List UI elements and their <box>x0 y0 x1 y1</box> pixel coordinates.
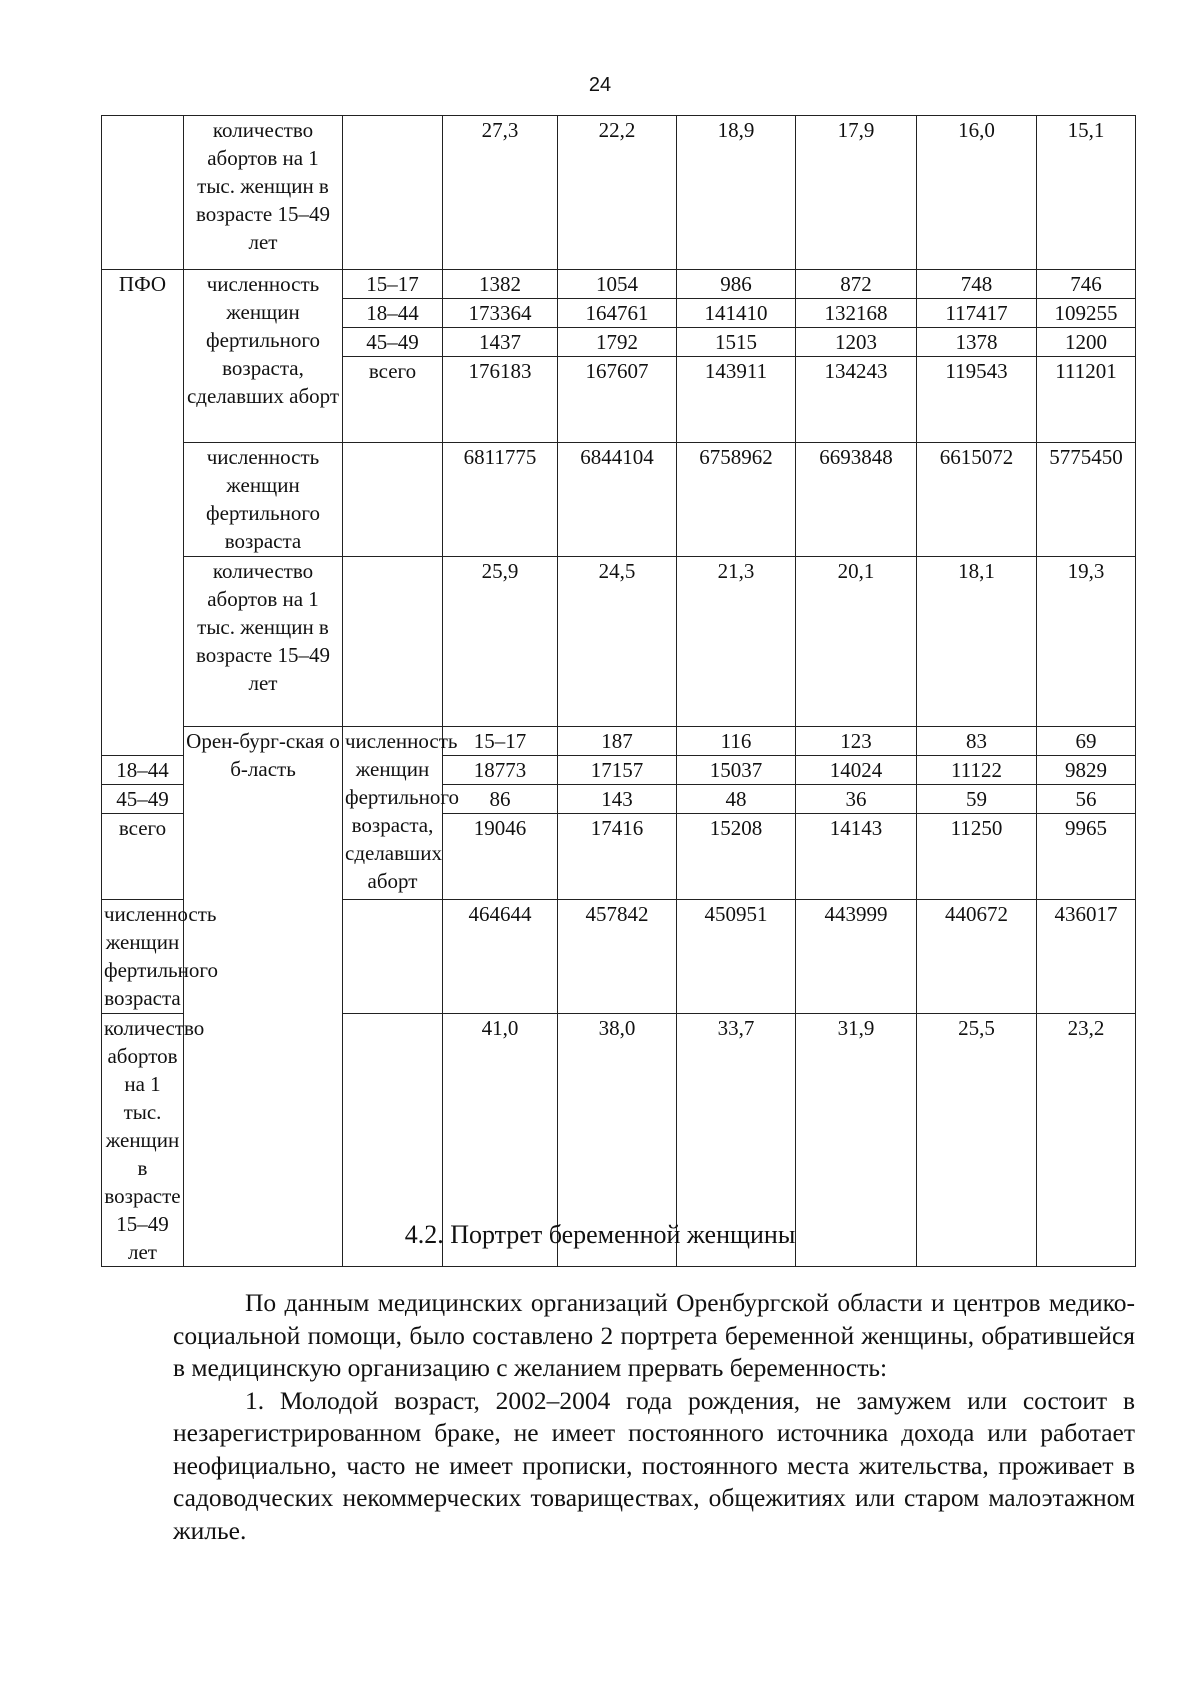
value-cell: 11250 <box>917 814 1037 900</box>
value-cell: 6811775 <box>443 443 558 557</box>
value-cell: 748 <box>917 270 1037 299</box>
value-cell: 21,3 <box>677 557 796 727</box>
value-cell: 6615072 <box>917 443 1037 557</box>
indicator-cell: численность женщин фертильного возраста, сделавших аборт <box>184 270 343 443</box>
table-row <box>102 116 1136 270</box>
value-cell: 24,5 <box>558 557 677 727</box>
age-cell: 15–17 <box>443 727 558 756</box>
page-number: 24 <box>588 74 612 96</box>
value-cell: 18773 <box>443 756 558 785</box>
value-cell: 18,9 <box>677 116 796 270</box>
value-cell: 187 <box>558 727 677 756</box>
value-cell: 41,0 <box>443 1014 558 1267</box>
value-cell: 31,9 <box>796 1014 917 1267</box>
value-cell: 164761 <box>558 299 677 328</box>
table-row <box>102 443 1136 557</box>
value-cell: 83 <box>917 727 1037 756</box>
value-cell: 36 <box>796 785 917 814</box>
value-cell: 6844104 <box>558 443 677 557</box>
value-cell: 109255 <box>1037 299 1136 328</box>
value-cell: 134243 <box>796 357 917 443</box>
value-cell: 132168 <box>796 299 917 328</box>
value-cell: 33,7 <box>677 1014 796 1267</box>
value-cell: 19,3 <box>1037 557 1136 727</box>
indicator-cell: численность женщин фертильного возраста, сделавших аборт <box>343 727 443 900</box>
value-cell: 872 <box>796 270 917 299</box>
indicator-cell: количество абортов на 1 тыс. женщин в возрасте 15–49 лет <box>184 116 343 270</box>
value-cell: 464644 <box>443 900 558 1014</box>
value-cell: 440672 <box>917 900 1037 1014</box>
region-cell <box>102 116 184 270</box>
indicator-cell: численность женщин фертильного возраста <box>184 443 343 557</box>
value-cell: 15,1 <box>1037 116 1136 270</box>
value-cell: 117417 <box>917 299 1037 328</box>
value-cell: 17416 <box>558 814 677 900</box>
value-cell: 38,0 <box>558 1014 677 1267</box>
body-text <box>173 1287 1135 1547</box>
value-cell: 15037 <box>677 756 796 785</box>
value-cell: 1382 <box>443 270 558 299</box>
age-cell: всего <box>102 814 184 900</box>
value-cell: 86 <box>443 785 558 814</box>
value-cell: 176183 <box>443 357 558 443</box>
value-cell: 17,9 <box>796 116 917 270</box>
table-row <box>102 557 1136 727</box>
value-cell: 27,3 <box>443 116 558 270</box>
value-cell: 25,9 <box>443 557 558 727</box>
indicator-cell: количество абортов на 1 тыс. женщин в возрасте 15–49 лет <box>102 1014 184 1267</box>
value-cell: 457842 <box>558 900 677 1014</box>
value-cell: 143 <box>558 785 677 814</box>
value-cell: 25,5 <box>917 1014 1037 1267</box>
paragraph: По данным медицинских организаций Оренбургской области и центров медико-социальной помощи, было составлено 2 портрета беременной женщины, обратившейся в медицинскую организацию с желанием прервать беременность: <box>173 1288 1135 1382</box>
value-cell: 9965 <box>1037 814 1136 900</box>
region-cell: Орен-бург-ская об-ласть <box>184 727 343 1267</box>
value-cell: 143911 <box>677 357 796 443</box>
value-cell: 56 <box>1037 785 1136 814</box>
value-cell: 19046 <box>443 814 558 900</box>
paragraph: 1. Молодой возраст, 2002–2004 года рождения, не замужем или состоит в незарегистрированном браке, не имеет постоянного источника дохода или работает неофициально, часто не имеет прописки, постоянного места жительства, проживает в садоводческих некоммерческих товариществах, общежитиях или старом малоэтажном жилье. <box>173 1385 1135 1545</box>
age-cell: всего <box>343 357 443 443</box>
value-cell: 17157 <box>558 756 677 785</box>
age-cell: 18–44 <box>343 299 443 328</box>
section-heading: 4.2. Портрет беременной женщины <box>404 1220 796 1249</box>
value-cell: 6758962 <box>677 443 796 557</box>
value-cell: 1378 <box>917 328 1037 357</box>
age-cell <box>343 557 443 727</box>
table-row <box>102 727 1136 756</box>
value-cell: 116 <box>677 727 796 756</box>
value-cell: 1792 <box>558 328 677 357</box>
indicator-cell: количество абортов на 1 тыс. женщин в возрасте 15–49 лет <box>184 557 343 727</box>
age-cell <box>343 900 443 1014</box>
value-cell: 746 <box>1037 270 1136 299</box>
value-cell: 11122 <box>917 756 1037 785</box>
value-cell: 1437 <box>443 328 558 357</box>
value-cell: 1203 <box>796 328 917 357</box>
value-cell: 22,2 <box>558 116 677 270</box>
value-cell: 23,2 <box>1037 1014 1136 1267</box>
indicator-cell: численность женщин фертильного возраста <box>102 900 184 1014</box>
value-cell: 986 <box>677 270 796 299</box>
value-cell: 48 <box>677 785 796 814</box>
age-cell: 45–49 <box>343 328 443 357</box>
value-cell: 15208 <box>677 814 796 900</box>
value-cell: 443999 <box>796 900 917 1014</box>
value-cell: 141410 <box>677 299 796 328</box>
value-cell: 9829 <box>1037 756 1136 785</box>
value-cell: 18,1 <box>917 557 1037 727</box>
value-cell: 173364 <box>443 299 558 328</box>
value-cell: 1515 <box>677 328 796 357</box>
value-cell: 20,1 <box>796 557 917 727</box>
value-cell: 436017 <box>1037 900 1136 1014</box>
value-cell: 119543 <box>917 357 1037 443</box>
table-row <box>102 270 1136 299</box>
value-cell: 111201 <box>1037 357 1136 443</box>
value-cell: 1200 <box>1037 328 1136 357</box>
value-cell: 16,0 <box>917 116 1037 270</box>
age-cell <box>343 443 443 557</box>
statistics-table <box>101 115 1136 1267</box>
region-cell: ПФО <box>102 270 184 756</box>
age-cell <box>343 116 443 270</box>
value-cell: 167607 <box>558 357 677 443</box>
value-cell: 5775450 <box>1037 443 1136 557</box>
age-cell: 15–17 <box>343 270 443 299</box>
value-cell: 59 <box>917 785 1037 814</box>
value-cell: 1054 <box>558 270 677 299</box>
value-cell: 14024 <box>796 756 917 785</box>
value-cell: 123 <box>796 727 917 756</box>
value-cell: 14143 <box>796 814 917 900</box>
age-cell: 45–49 <box>102 785 184 814</box>
value-cell: 69 <box>1037 727 1136 756</box>
value-cell: 6693848 <box>796 443 917 557</box>
age-cell: 18–44 <box>102 756 184 785</box>
value-cell: 450951 <box>677 900 796 1014</box>
